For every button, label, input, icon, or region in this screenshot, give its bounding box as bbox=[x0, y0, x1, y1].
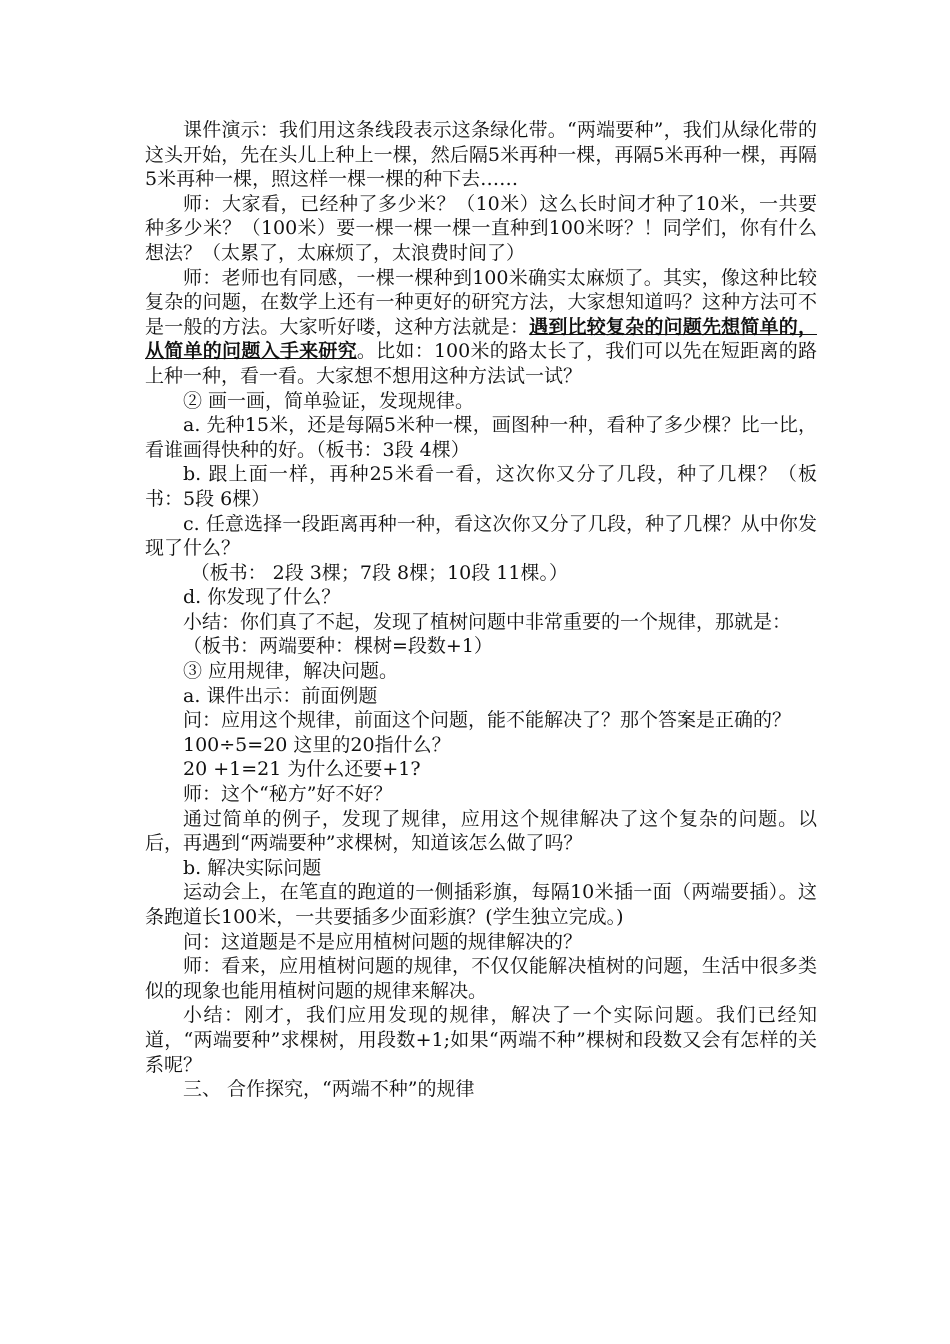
teacher-secret: 师：这个“秘方”好不好？ bbox=[183, 783, 393, 806]
step-c-any-distance: c. 任意选择一段距离再种一种，看这次你又分了几段，种了几棵？从中你发现了什么？ bbox=[145, 512, 817, 560]
board-note-results: （板书： 2段 3棵；7段 8棵；10段 11棵。） bbox=[190, 561, 568, 584]
board-note-rule: （板书：两端要种：棵树=段数+1） bbox=[183, 635, 493, 658]
method-text-before: 师：老师也有同感，一棵一棵种到100米确实太麻烦了。其实，像这种比较复杂的问题，在数学上还有一种更好的研究方法，大家想知道吗？这种方法可不是一般的方法。大家听好喽，这种方法就是： bbox=[145, 266, 817, 338]
summary-rule: 小结：你们真了不起，发现了植树问题中非常重要的一个规律，那就是： bbox=[183, 610, 792, 633]
equation-plus-one: 20 +1=21 为什么还要+1? bbox=[183, 758, 421, 781]
step-d-discovery: d. 你发现了什么？ bbox=[183, 586, 341, 609]
method-text-after: 。比如：100米的路太长了，我们可以先在短距离的路上种一种，看一看。大家想不想用这种方法试一试？ bbox=[145, 340, 817, 387]
section-heading-apply: ③ 应用规律，解决问题。 bbox=[183, 660, 399, 683]
step-b-plant-25: b. 跟上面一样，再种25米看一看，这次你又分了几段，种了几棵？（板书：5段 6棵） bbox=[145, 463, 817, 510]
summary-transition: 小结：刚才，我们应用发现的规律，解决了一个实际问题。我们已经知道，“两端要种”求棵树，用段数+1;如果“两端不种”棵树和段数又会有怎样的关系呢？ bbox=[145, 1004, 817, 1076]
document-body bbox=[145, 118, 817, 1102]
section-heading-cooperative: 三、 合作探究，“两端不种”的规律 bbox=[183, 1078, 475, 1101]
step-b-practice: b. 解决实际问题 bbox=[183, 856, 322, 879]
section-heading-draw: ② 画一画，简单验证，发现规律。 bbox=[183, 389, 475, 412]
step-a-example: a. 课件出示：前面例题 bbox=[183, 684, 378, 707]
equation-division: 100÷5=20 这里的20指什么？ bbox=[183, 733, 451, 756]
question-rule-check: 问：这道题是不是应用植树问题的规律解决的？ bbox=[183, 930, 583, 953]
practice-problem: 运动会上，在笔直的跑道的一侧插彩旗，每隔10米插一面（两端要插）。这条跑道长100米，一共要插多少面彩旗？(学生独立完成。) bbox=[145, 881, 817, 928]
paragraph-conclusion: 通过简单的例子，发现了规律，应用这个规律解决了这个复杂的问题。以后，再遇到“两端要种”求棵树，知道该怎么做了吗？ bbox=[145, 807, 817, 855]
teacher-extension: 师：看来，应用植树问题的规律，不仅仅能解决植树的问题，生活中很多类似的现象也能用植树问题的规律来解决。 bbox=[145, 955, 817, 1002]
paragraph-demo: 课件演示：我们用这条线段表示这条绿化带。“两端要种”，我们从绿化带的这头开始，先在头儿上种上一棵，然后隔5米再种一棵，再隔5米再种一棵，再隔5米再种一棵，照这样一棵一棵的种下去…… bbox=[145, 119, 817, 191]
question-apply-rule: 问：应用这个规律，前面这个问题，能不能解决了？那个答案是正确的？ bbox=[183, 709, 792, 732]
method-emphasis: 遇到比较复杂的问题先想简单的，从简单的问题入手来研究 bbox=[145, 315, 817, 363]
paragraph-teacher-method bbox=[145, 266, 817, 389]
step-a-plant-15: a. 先种15米，还是每隔5米种一棵，画图种一种，看种了多少棵？比一比，看谁画得快种的好。（板书：3段 4棵） bbox=[145, 414, 817, 461]
paragraph-teacher-question: 师：大家看，已经种了多少米？（10米）这么长时间才种了10米，一共要种多少米？（100米）要一棵一棵一棵一直种到100米呀？！同学们，你有什么想法？（太累了，太麻烦了，太浪费时间了） bbox=[145, 192, 817, 264]
